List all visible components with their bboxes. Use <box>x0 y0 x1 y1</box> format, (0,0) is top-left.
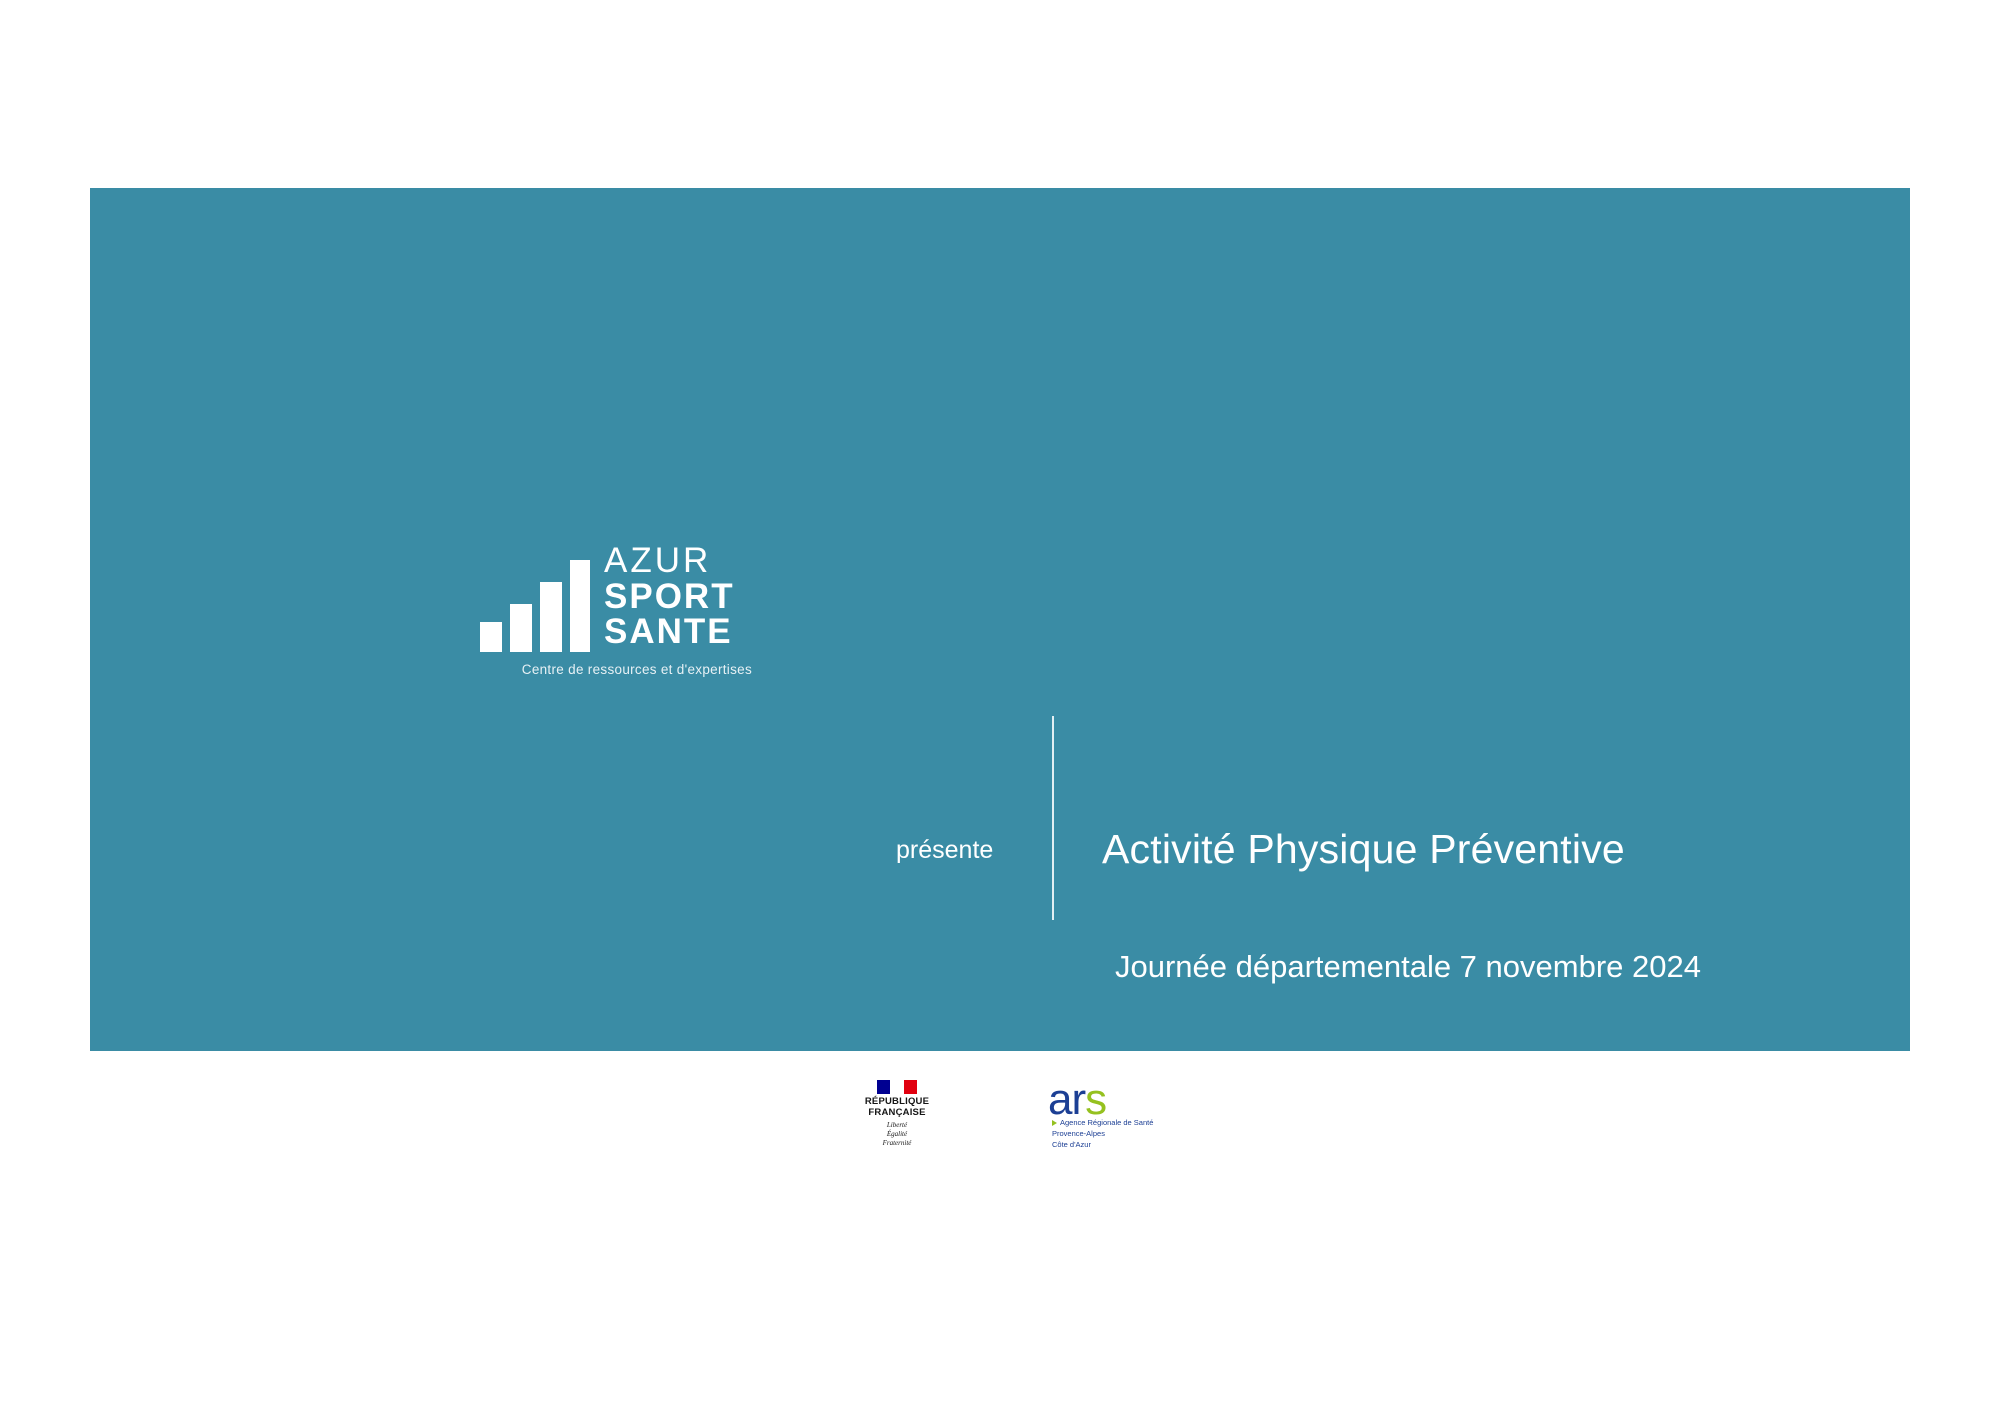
republique-francaise-name <box>842 1097 952 1118</box>
ars-word-s: s <box>1085 1075 1107 1124</box>
page-title: Activité Physique Préventive <box>1102 826 1625 872</box>
azur-sport-sante-logo <box>480 543 770 683</box>
republique-francaise-logo <box>842 1080 952 1148</box>
bar-chart-icon <box>480 560 592 652</box>
logo-main <box>480 543 770 652</box>
ars-subtext <box>1052 1118 1153 1151</box>
logo-line-sport: SPORT <box>604 576 735 616</box>
rf-line-2: FRANÇAISE <box>868 1106 926 1118</box>
logo-line-azur: AZUR <box>604 541 712 580</box>
logo-wordmark <box>604 543 735 652</box>
logo-line-sante: SANTE <box>604 612 733 652</box>
rf-line-1: RÉPUBLIQUE <box>864 1096 930 1107</box>
ars-agency-label: Agence Régionale de Santé <box>1060 1118 1154 1127</box>
vertical-divider <box>1052 716 1054 920</box>
ars-wordmark <box>1048 1075 1107 1124</box>
ars-region-line-1: Provence-Alpes <box>1052 1128 1105 1138</box>
ars-agency-line <box>1052 1118 1153 1129</box>
chevron-right-icon <box>1052 1120 1057 1126</box>
page-subtitle: Journée départementale 7 novembre 2024 <box>1115 949 1701 984</box>
rf-motto-1: Liberté <box>886 1121 908 1130</box>
footer-logos <box>830 1075 1290 1168</box>
presente-label: présente <box>896 836 994 864</box>
author-role: Président d’Aur Sport Santé <box>336 1138 584 1160</box>
author-name: Dr Alain FUCH <box>336 1094 468 1116</box>
author-block <box>336 1094 584 1160</box>
logo-tagline: Centre de ressources et d'expertises <box>521 662 752 678</box>
rf-motto-3: Fraternité <box>882 1138 912 1147</box>
rf-motto-2: Égalité <box>886 1130 908 1138</box>
ars-logo <box>1048 1075 1238 1158</box>
ars-region-line-2: Côte d'Azur <box>1052 1139 1091 1149</box>
ars-word-ar: ar <box>1048 1075 1086 1124</box>
french-flag-icon <box>877 1080 917 1094</box>
republique-francaise-motto <box>842 1121 952 1147</box>
